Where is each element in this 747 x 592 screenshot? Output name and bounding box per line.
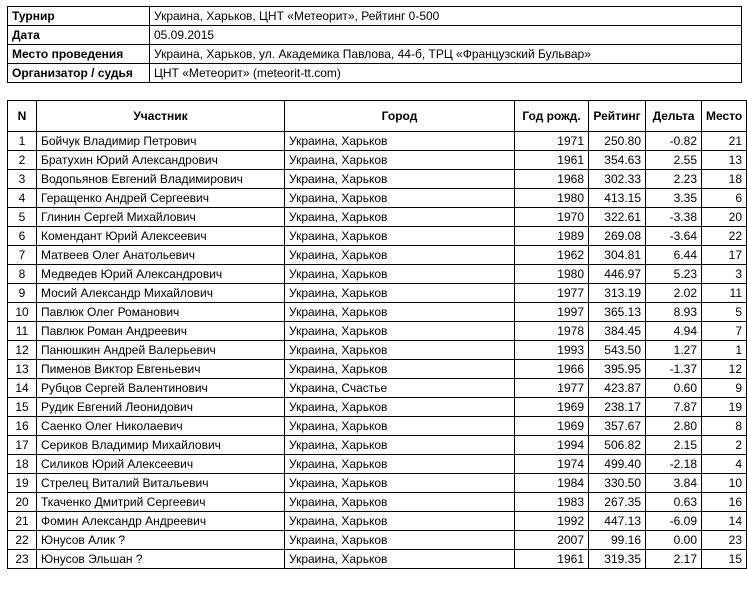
cell-year: 1961	[515, 550, 589, 569]
cell-rating: 446.97	[589, 265, 646, 284]
table-row	[8, 455, 747, 474]
cell-n: 14	[8, 379, 37, 398]
cell-delta: -6.09	[646, 512, 702, 531]
cell-delta: -0.82	[646, 132, 702, 151]
cell-year: 1970	[515, 208, 589, 227]
cell-place: 8	[702, 417, 747, 436]
cell-name: Пименов Виктор Евгеньевич	[37, 360, 285, 379]
tournament-info-table	[7, 6, 742, 83]
cell-name: Водопьянов Евгений Владимирович	[37, 170, 285, 189]
cell-rating: 99.16	[589, 531, 646, 550]
cell-name: Фомин Александр Андреевич	[37, 512, 285, 531]
cell-year: 1977	[515, 284, 589, 303]
cell-delta: -3.38	[646, 208, 702, 227]
table-row	[8, 132, 747, 151]
cell-delta: 2.15	[646, 436, 702, 455]
cell-delta: 3.35	[646, 189, 702, 208]
info-row	[8, 7, 742, 26]
info-row	[8, 45, 742, 64]
info-value: Украина, Харьков, ЦНТ «Метеорит», Рейтинг 0-500	[150, 7, 742, 26]
cell-city: Украина, Харьков	[285, 132, 515, 151]
cell-name: Павлюк Олег Романович	[37, 303, 285, 322]
table-row	[8, 398, 747, 417]
table-row	[8, 493, 747, 512]
cell-place: 12	[702, 360, 747, 379]
cell-name: Глинин Сергей Михайлович	[37, 208, 285, 227]
table-row	[8, 550, 747, 569]
cell-name: Юнусов Эльшан ?	[37, 550, 285, 569]
cell-year: 1969	[515, 417, 589, 436]
info-label: Турнир	[8, 7, 150, 26]
cell-city: Украина, Счастье	[285, 379, 515, 398]
cell-place: 1	[702, 341, 747, 360]
cell-name: Ткаченко Дмитрий Сергеевич	[37, 493, 285, 512]
cell-city: Украина, Харьков	[285, 246, 515, 265]
cell-year: 1994	[515, 436, 589, 455]
cell-city: Украина, Харьков	[285, 398, 515, 417]
info-label: Дата	[8, 26, 150, 45]
cell-n: 12	[8, 341, 37, 360]
cell-city: Украина, Харьков	[285, 493, 515, 512]
cell-delta: -3.64	[646, 227, 702, 246]
cell-city: Украина, Харьков	[285, 265, 515, 284]
cell-place: 21	[702, 132, 747, 151]
cell-year: 1966	[515, 360, 589, 379]
cell-name: Сериков Владимир Михайлович	[37, 436, 285, 455]
cell-rating: 302.33	[589, 170, 646, 189]
table-row	[8, 379, 747, 398]
cell-city: Украина, Харьков	[285, 151, 515, 170]
cell-year: 1993	[515, 341, 589, 360]
cell-name: Мосий Александр Михайлович	[37, 284, 285, 303]
cell-city: Украина, Харьков	[285, 436, 515, 455]
cell-year: 1980	[515, 265, 589, 284]
cell-n: 18	[8, 455, 37, 474]
header-n: N	[8, 101, 37, 132]
cell-city: Украина, Харьков	[285, 322, 515, 341]
cell-place: 2	[702, 436, 747, 455]
cell-rating: 447.13	[589, 512, 646, 531]
info-row	[8, 26, 742, 45]
cell-n: 11	[8, 322, 37, 341]
table-row	[8, 474, 747, 493]
cell-rating: 354.63	[589, 151, 646, 170]
cell-delta: 0.60	[646, 379, 702, 398]
cell-place: 23	[702, 531, 747, 550]
cell-n: 19	[8, 474, 37, 493]
cell-rating: 322.61	[589, 208, 646, 227]
table-row	[8, 284, 747, 303]
table-row	[8, 208, 747, 227]
cell-name: Медведев Юрий Александрович	[37, 265, 285, 284]
cell-n: 1	[8, 132, 37, 151]
info-value: Украина, Харьков, ул. Академика Павлова, 44-б, ТРЦ «Французский Бульвар»	[150, 45, 742, 64]
cell-n: 10	[8, 303, 37, 322]
cell-city: Украина, Харьков	[285, 512, 515, 531]
cell-name: Стрелец Виталий Витальевич	[37, 474, 285, 493]
cell-delta: 2.23	[646, 170, 702, 189]
cell-rating: 304.81	[589, 246, 646, 265]
cell-place: 13	[702, 151, 747, 170]
cell-place: 17	[702, 246, 747, 265]
cell-name: Матвеев Олег Анатольевич	[37, 246, 285, 265]
cell-n: 4	[8, 189, 37, 208]
cell-delta: 6.44	[646, 246, 702, 265]
table-row	[8, 531, 747, 550]
cell-rating: 269.08	[589, 227, 646, 246]
cell-place: 15	[702, 550, 747, 569]
cell-delta: 4.94	[646, 322, 702, 341]
cell-n: 9	[8, 284, 37, 303]
cell-place: 4	[702, 455, 747, 474]
cell-place: 22	[702, 227, 747, 246]
cell-n: 2	[8, 151, 37, 170]
cell-name: Юнусов Алик ?	[37, 531, 285, 550]
cell-name: Братухин Юрий Александрович	[37, 151, 285, 170]
cell-city: Украина, Харьков	[285, 550, 515, 569]
header-place: Место	[702, 101, 747, 132]
cell-rating: 543.50	[589, 341, 646, 360]
cell-delta: 5.23	[646, 265, 702, 284]
cell-city: Украина, Харьков	[285, 455, 515, 474]
cell-delta: 3.84	[646, 474, 702, 493]
cell-rating: 330.50	[589, 474, 646, 493]
cell-place: 14	[702, 512, 747, 531]
info-row	[8, 64, 742, 83]
cell-year: 1984	[515, 474, 589, 493]
cell-year: 1997	[515, 303, 589, 322]
cell-year: 1962	[515, 246, 589, 265]
cell-city: Украина, Харьков	[285, 227, 515, 246]
cell-year: 1971	[515, 132, 589, 151]
info-label: Место проведения	[8, 45, 150, 64]
cell-rating: 506.82	[589, 436, 646, 455]
cell-rating: 238.17	[589, 398, 646, 417]
header-name: Участник	[37, 101, 285, 132]
cell-year: 1974	[515, 455, 589, 474]
cell-year: 1977	[515, 379, 589, 398]
cell-delta: 2.80	[646, 417, 702, 436]
table-row	[8, 189, 747, 208]
cell-rating: 313.19	[589, 284, 646, 303]
cell-city: Украина, Харьков	[285, 208, 515, 227]
cell-place: 5	[702, 303, 747, 322]
table-row	[8, 303, 747, 322]
cell-delta: -2.18	[646, 455, 702, 474]
cell-city: Украина, Харьков	[285, 531, 515, 550]
cell-name: Саенко Олег Николаевич	[37, 417, 285, 436]
header-delta: Дельта	[646, 101, 702, 132]
info-value: 05.09.2015	[150, 26, 742, 45]
cell-year: 1983	[515, 493, 589, 512]
cell-n: 15	[8, 398, 37, 417]
cell-city: Украина, Харьков	[285, 303, 515, 322]
cell-rating: 413.15	[589, 189, 646, 208]
cell-place: 18	[702, 170, 747, 189]
cell-rating: 365.13	[589, 303, 646, 322]
cell-place: 9	[702, 379, 747, 398]
cell-delta: 2.55	[646, 151, 702, 170]
table-row	[8, 436, 747, 455]
results-table	[7, 100, 747, 569]
cell-delta: 0.00	[646, 531, 702, 550]
cell-city: Украина, Харьков	[285, 284, 515, 303]
cell-delta: 0.63	[646, 493, 702, 512]
cell-name: Рудик Евгений Леонидович	[37, 398, 285, 417]
cell-year: 1978	[515, 322, 589, 341]
table-row	[8, 322, 747, 341]
cell-name: Силиков Юрий Алексеевич	[37, 455, 285, 474]
cell-city: Украина, Харьков	[285, 417, 515, 436]
cell-delta: 1.27	[646, 341, 702, 360]
table-row	[8, 265, 747, 284]
header-city: Город	[285, 101, 515, 132]
cell-place: 11	[702, 284, 747, 303]
table-row	[8, 151, 747, 170]
cell-n: 22	[8, 531, 37, 550]
cell-rating: 423.87	[589, 379, 646, 398]
table-row	[8, 170, 747, 189]
cell-city: Украина, Харьков	[285, 341, 515, 360]
table-row	[8, 246, 747, 265]
cell-year: 2007	[515, 531, 589, 550]
cell-delta: 8.93	[646, 303, 702, 322]
header-year: Год рожд.	[515, 101, 589, 132]
cell-n: 23	[8, 550, 37, 569]
cell-place: 16	[702, 493, 747, 512]
cell-rating: 395.95	[589, 360, 646, 379]
cell-rating: 384.45	[589, 322, 646, 341]
table-row	[8, 417, 747, 436]
cell-city: Украина, Харьков	[285, 360, 515, 379]
cell-n: 13	[8, 360, 37, 379]
header-rating: Рейтинг	[589, 101, 646, 132]
cell-rating: 357.67	[589, 417, 646, 436]
cell-place: 6	[702, 189, 747, 208]
header-row	[8, 101, 747, 132]
cell-n: 17	[8, 436, 37, 455]
cell-delta: 7.87	[646, 398, 702, 417]
cell-year: 1980	[515, 189, 589, 208]
cell-n: 8	[8, 265, 37, 284]
cell-year: 1968	[515, 170, 589, 189]
cell-delta: 2.17	[646, 550, 702, 569]
cell-n: 20	[8, 493, 37, 512]
cell-place: 19	[702, 398, 747, 417]
info-value: ЦНТ «Метеорит» (meteorit-tt.com)	[150, 64, 742, 83]
cell-year: 1992	[515, 512, 589, 531]
cell-city: Украина, Харьков	[285, 474, 515, 493]
cell-rating: 499.40	[589, 455, 646, 474]
cell-name: Рубцов Сергей Валентинович	[37, 379, 285, 398]
cell-n: 7	[8, 246, 37, 265]
cell-rating: 319.35	[589, 550, 646, 569]
cell-name: Комендант Юрий Алексеевич	[37, 227, 285, 246]
cell-name: Бойчук Владимир Петрович	[37, 132, 285, 151]
cell-rating: 250.80	[589, 132, 646, 151]
cell-place: 7	[702, 322, 747, 341]
cell-n: 5	[8, 208, 37, 227]
info-label: Организатор / судья	[8, 64, 150, 83]
cell-place: 3	[702, 265, 747, 284]
cell-year: 1989	[515, 227, 589, 246]
cell-name: Геращенко Андрей Сергеевич	[37, 189, 285, 208]
cell-delta: -1.37	[646, 360, 702, 379]
cell-n: 21	[8, 512, 37, 531]
cell-place: 10	[702, 474, 747, 493]
cell-place: 20	[702, 208, 747, 227]
cell-city: Украина, Харьков	[285, 189, 515, 208]
table-row	[8, 227, 747, 246]
table-row	[8, 512, 747, 531]
cell-year: 1969	[515, 398, 589, 417]
cell-n: 6	[8, 227, 37, 246]
cell-year: 1961	[515, 151, 589, 170]
table-row	[8, 360, 747, 379]
cell-n: 3	[8, 170, 37, 189]
cell-delta: 2.02	[646, 284, 702, 303]
cell-name: Панюшкин Андрей Валерьевич	[37, 341, 285, 360]
cell-n: 16	[8, 417, 37, 436]
table-row	[8, 341, 747, 360]
cell-name: Павлюк Роман Андреевич	[37, 322, 285, 341]
cell-rating: 267.35	[589, 493, 646, 512]
cell-city: Украина, Харьков	[285, 170, 515, 189]
